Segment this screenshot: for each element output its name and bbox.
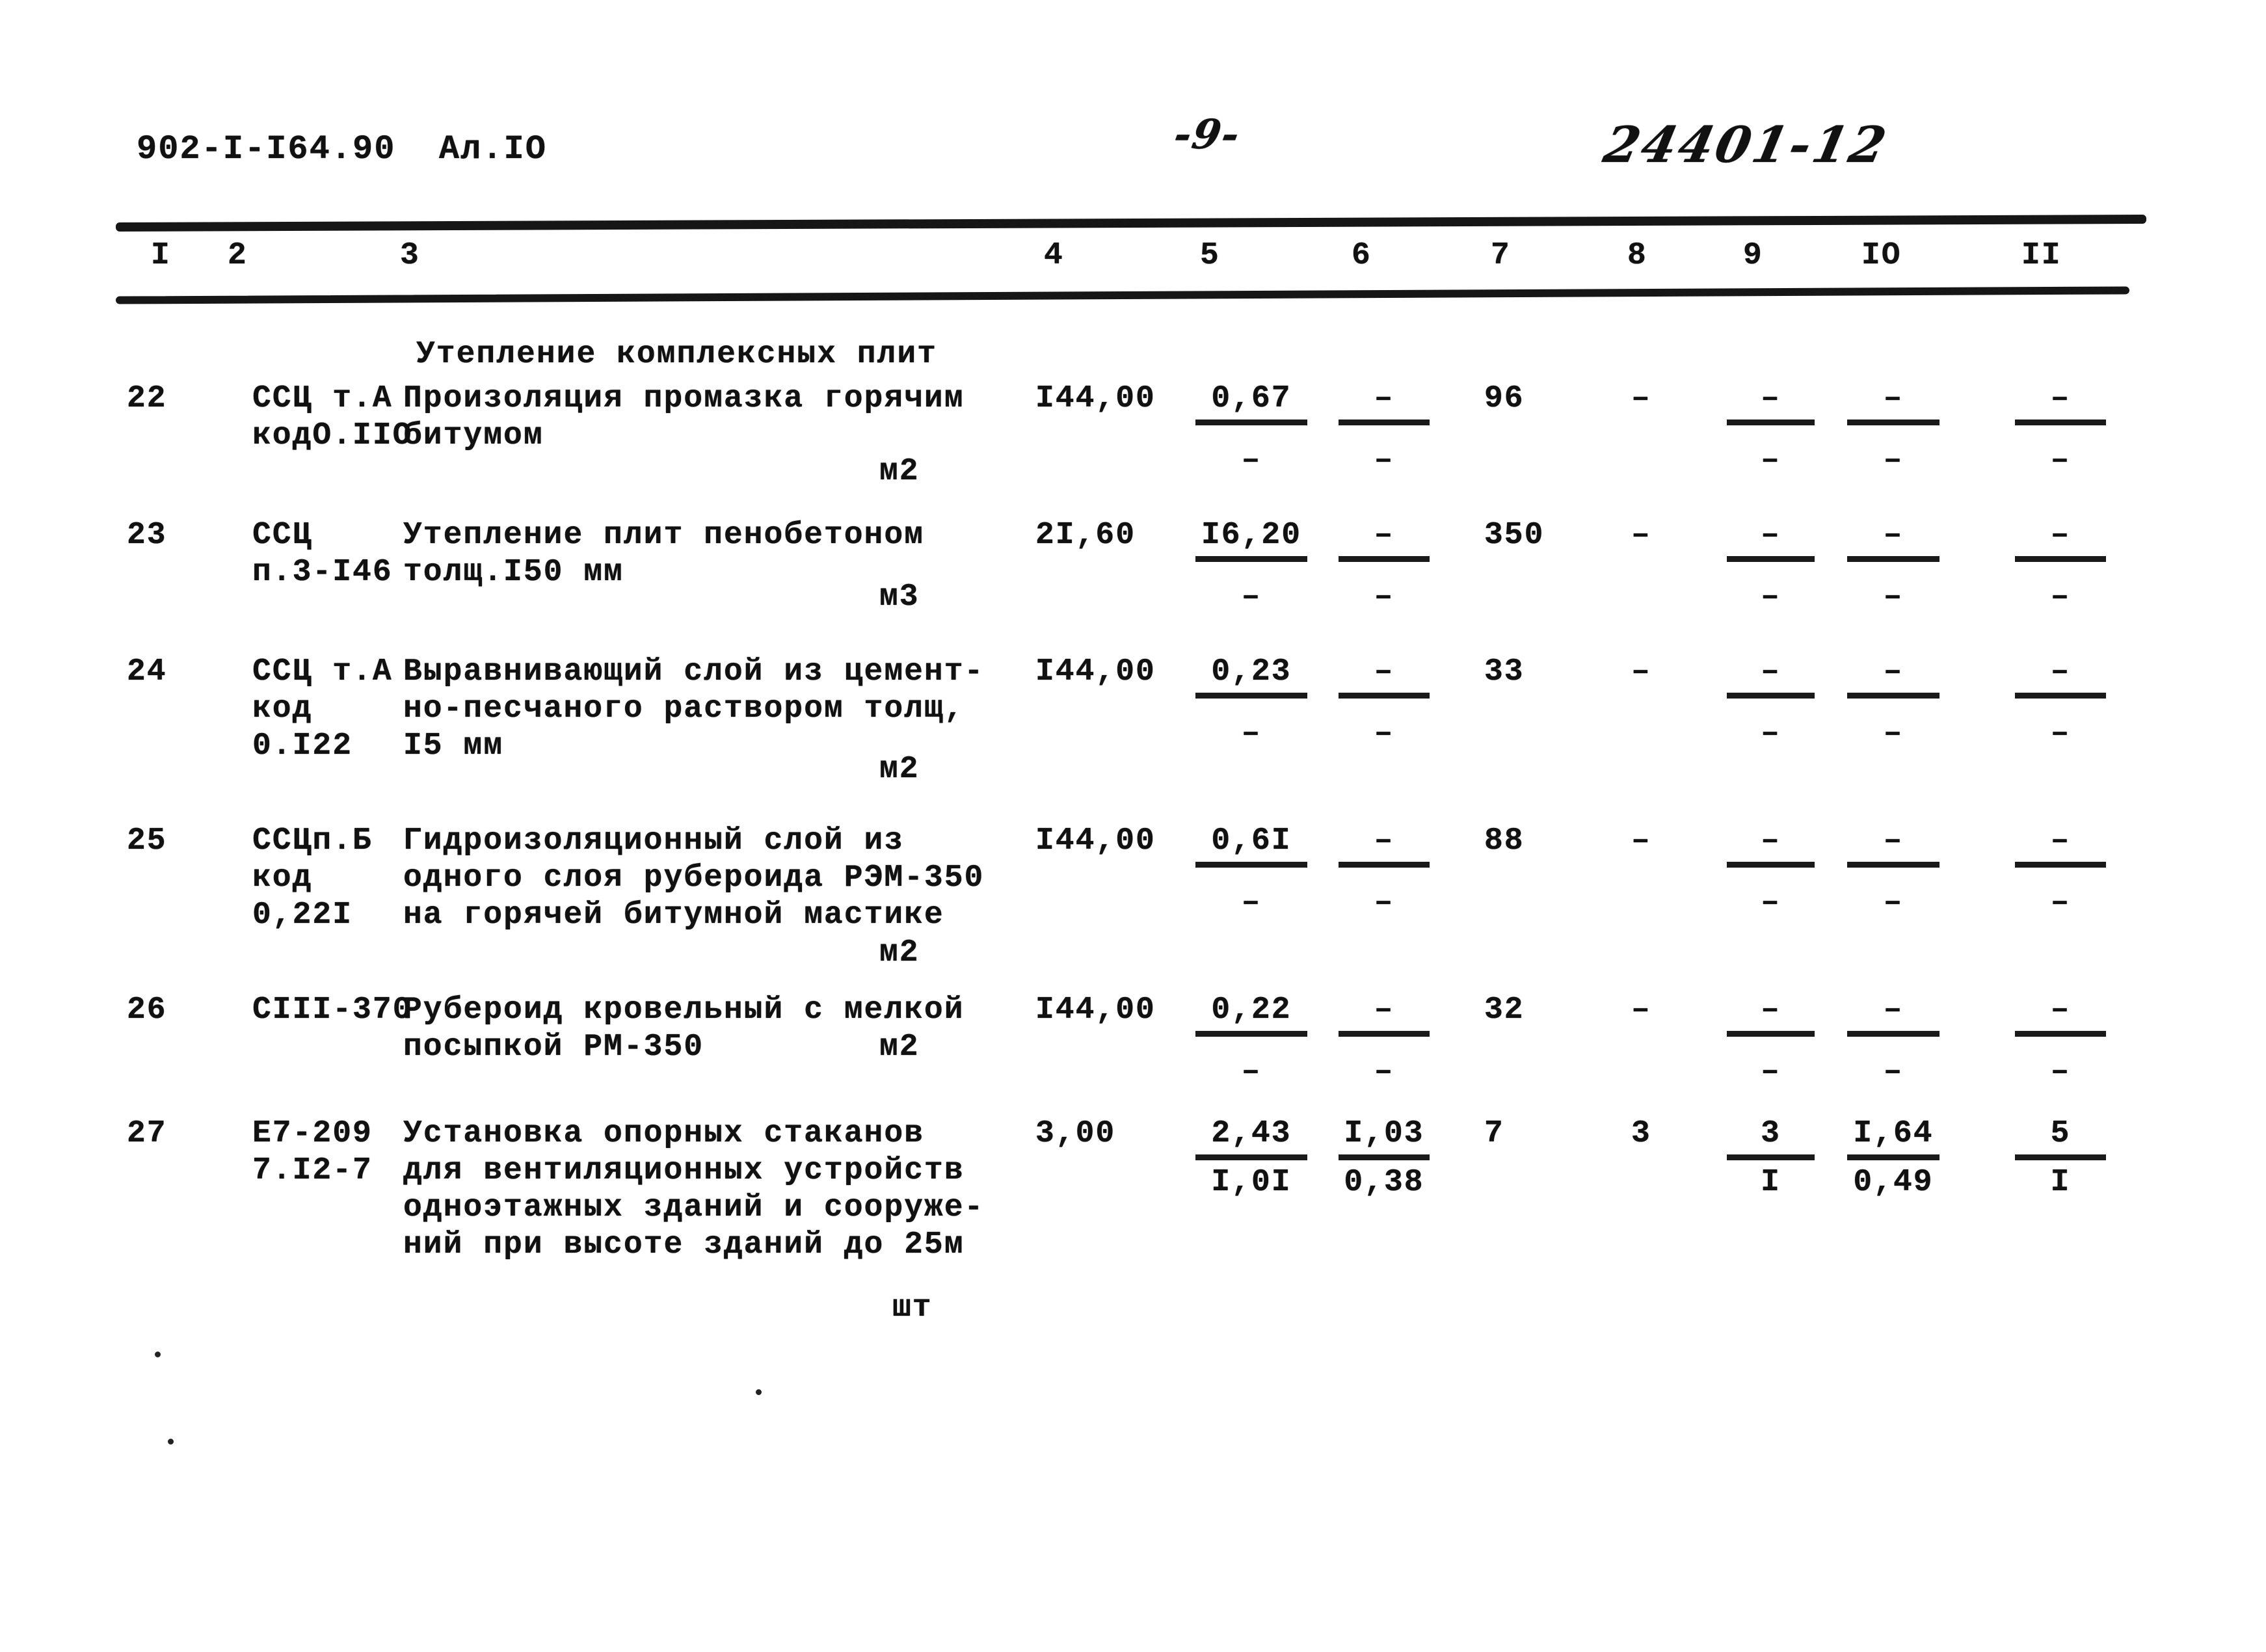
work-description [403,654,984,765]
fraction-top: – [1727,380,1815,425]
col9-fraction [1727,992,1815,1091]
col8-value: – [1631,993,1651,1028]
fraction-top: – [1847,380,1939,425]
description-line: на горячей битумной мастике [403,898,944,933]
quantity-value: I44,00 [1035,381,1156,416]
fraction-top: – [1339,654,1430,699]
col11-fraction [2015,380,2106,479]
col7-value: 7 [1484,1116,1504,1151]
description-line: Выравнивающий слой из цемент- [403,654,985,689]
description-line: одноэтажных зданий и сооруже- [403,1190,985,1225]
col10-fraction [1847,992,1939,1091]
fraction-bottom: – [1241,1054,1262,1089]
fraction-top: – [2015,654,2106,699]
col10-fraction [1847,1115,1939,1201]
reference-line: п.3-I46 [252,555,393,590]
column-header-5: 5 [1200,238,1220,273]
col5-fraction [1195,654,1307,753]
fraction-top: I6,20 [1195,517,1307,562]
col10-fraction [1847,823,1939,922]
fraction-top: – [1847,823,1939,868]
fraction-bottom: – [1374,716,1394,751]
fraction-bottom: – [1241,885,1262,920]
work-description [403,823,984,934]
fraction-top: – [1339,823,1430,868]
work-description [403,517,924,591]
reference-line: ССЦп.Б [252,823,373,859]
col9-fraction [1727,654,1815,753]
fraction-bottom: – [1374,580,1394,615]
fraction-top: – [1339,992,1430,1037]
description-line: одного слоя рубероида РЭМ-350 [403,860,985,896]
fraction-top: I,64 [1847,1115,1939,1160]
fraction-top: – [1339,380,1430,425]
fraction-bottom: – [1374,885,1394,920]
fraction-bottom: I [2050,1165,2071,1200]
scan-artifact-dot [756,1389,762,1395]
col10-fraction [1847,654,1939,753]
col9-fraction [1727,1115,1815,1201]
reference-line: ССЦ т.А [252,654,393,689]
col11-fraction [2015,823,2106,922]
description-line: но-песчаного раствором толщ, [403,691,965,726]
fraction-top: – [1847,654,1939,699]
reference-line: ССЦ т.А [252,381,393,416]
col5-fraction [1195,823,1307,922]
fraction-bottom: – [1761,580,1781,615]
col10-fraction [1847,517,1939,616]
unit-label: м2 [879,935,920,970]
fraction-bottom: – [1241,716,1262,751]
fraction-top: 0,22 [1195,992,1307,1037]
fraction-top: – [1339,517,1430,562]
column-header-3: 3 [400,238,420,273]
reference-line: кодО.IIO [252,418,413,453]
reference-line: код [252,691,313,726]
quantity-value: I44,00 [1035,654,1156,689]
fraction-top: 3 [1727,1115,1815,1160]
col5-fraction [1195,1115,1307,1201]
fraction-top: – [2015,380,2106,425]
fraction-bottom: – [1374,443,1394,478]
column-header-6: 6 [1352,238,1372,273]
column-header-9: 9 [1743,238,1763,273]
col6-fraction [1339,992,1430,1091]
column-header-8: 8 [1627,238,1647,273]
column-header-10: IO [1861,238,1902,273]
fraction-bottom: I,0I [1211,1165,1292,1200]
fraction-top: – [2015,517,2106,562]
fraction-top: 0,23 [1195,654,1307,699]
col8-value: – [1631,823,1651,859]
fraction-bottom: – [1761,1054,1781,1089]
reference-line: ССЦ [252,518,313,553]
reference-line: код [252,860,313,896]
row-number: 26 [127,993,167,1028]
col6-fraction [1339,380,1430,479]
quantity-value: 2I,60 [1035,518,1136,553]
column-header-11: II [2021,238,2062,273]
fraction-bottom: – [1883,885,1904,920]
column-header-1: I [151,238,171,273]
fraction-bottom: – [1374,1054,1394,1089]
column-header-2: 2 [228,238,248,273]
col5-fraction [1195,517,1307,616]
reference-line: 7.I2-7 [252,1153,373,1188]
row-reference [252,654,393,765]
fraction-bottom: 0,49 [1853,1165,1934,1200]
unit-label: м2 [879,1030,920,1065]
unit-label: м3 [879,580,920,615]
description-line: Гидроизоляционный слой из [403,823,905,859]
col9-fraction [1727,517,1815,616]
fraction-bottom: – [1883,716,1904,751]
col6-fraction [1339,823,1430,922]
unit-label: м2 [879,454,920,489]
fraction-bottom: 0,38 [1344,1165,1424,1200]
col5-fraction [1195,992,1307,1091]
fraction-top: – [2015,992,2106,1037]
col8-value: – [1631,518,1651,553]
description-line: Рубероид кровельный с мелкой [403,993,965,1028]
fraction-top: – [2015,823,2106,868]
table-header-bottom-rule [116,286,2129,304]
scan-artifact-dot [155,1352,161,1357]
col11-fraction [2015,992,2106,1091]
col10-fraction [1847,380,1939,479]
col6-fraction [1339,654,1430,753]
fraction-top: – [1727,992,1815,1037]
fraction-bottom: – [2050,443,2071,478]
reference-line: Е7-209 [252,1116,373,1151]
row-reference [252,380,412,455]
description-line: битумом [403,418,544,453]
description-line: посыпкой РМ-350 [403,1030,704,1065]
fraction-bottom: – [2050,885,2071,920]
fraction-bottom: – [1883,443,1904,478]
quantity-value: 3,00 [1035,1116,1116,1151]
fraction-bottom: – [1761,443,1781,478]
fraction-bottom: – [1241,580,1262,615]
col9-fraction [1727,823,1815,922]
fraction-bottom: – [2050,1054,2071,1089]
description-line: Утепление плит пенобетоном [403,518,924,553]
section-heading: Утепление комплексных плит [416,337,937,372]
fraction-bottom: – [2050,580,2071,615]
unit-label: м2 [879,752,920,787]
page-number: -9- [1170,111,1245,158]
quantity-value: I44,00 [1035,823,1156,859]
row-reference [252,517,393,591]
quantity-value: I44,00 [1035,993,1156,1028]
reference-line: СIII-370 [252,993,413,1028]
col7-value: 32 [1484,993,1525,1028]
col6-fraction [1339,517,1430,616]
fraction-top: 5 [2015,1115,2106,1160]
fraction-top: – [1847,517,1939,562]
col9-fraction [1727,380,1815,479]
reference-line: 0.I22 [252,728,353,764]
col8-value: 3 [1631,1116,1651,1151]
col7-value: 33 [1484,654,1525,689]
col11-fraction [2015,517,2106,616]
document-number: 902-I-I64.90 Ал.IO [137,130,547,168]
row-reference [252,823,373,934]
table-top-rule [116,215,2146,232]
handwritten-doc-code: 24401-12 [1599,116,1894,174]
fraction-top: I,03 [1339,1115,1430,1160]
col7-value: 96 [1484,381,1525,416]
column-header-7: 7 [1491,238,1511,273]
column-header-4: 4 [1044,238,1064,273]
fraction-top: – [1727,823,1815,868]
description-line: для вентиляционных устройств [403,1153,965,1188]
col11-fraction [2015,1115,2106,1201]
col8-value: – [1631,381,1651,416]
fraction-top: 0,67 [1195,380,1307,425]
fraction-top: – [1727,517,1815,562]
col8-value: – [1631,654,1651,689]
row-number: 27 [127,1116,167,1151]
col5-fraction [1195,380,1307,479]
reference-line: 0,22I [252,898,353,933]
col11-fraction [2015,654,2106,753]
unit-label: шт [892,1290,933,1326]
fraction-top: – [1847,992,1939,1037]
description-line: Установка опорных стаканов [403,1116,924,1151]
col7-value: 350 [1484,518,1545,553]
description-line: толщ.I50 мм [403,555,624,590]
row-reference [252,992,412,1029]
fraction-bottom: – [2050,716,2071,751]
fraction-top: – [1727,654,1815,699]
row-number: 24 [127,654,167,689]
col6-fraction [1339,1115,1430,1201]
fraction-bottom: I [1761,1165,1781,1200]
fraction-bottom: – [1761,885,1781,920]
description-line: I5 мм [403,728,504,764]
fraction-bottom: – [1883,1054,1904,1089]
description-line: ний при высоте зданий до 25м [403,1227,965,1262]
fraction-bottom: – [1761,716,1781,751]
description-line: Произоляция промазка горячим [403,381,965,416]
work-description [403,1115,984,1264]
fraction-bottom: – [1241,443,1262,478]
work-description [403,380,965,455]
row-reference [252,1115,373,1190]
fraction-top: 0,6I [1195,823,1307,868]
col7-value: 88 [1484,823,1525,859]
row-number: 25 [127,823,167,859]
row-number: 23 [127,518,167,553]
fraction-bottom: – [1883,580,1904,615]
scan-artifact-dot [168,1439,174,1445]
row-number: 22 [127,381,167,416]
fraction-top: 2,43 [1195,1115,1307,1160]
